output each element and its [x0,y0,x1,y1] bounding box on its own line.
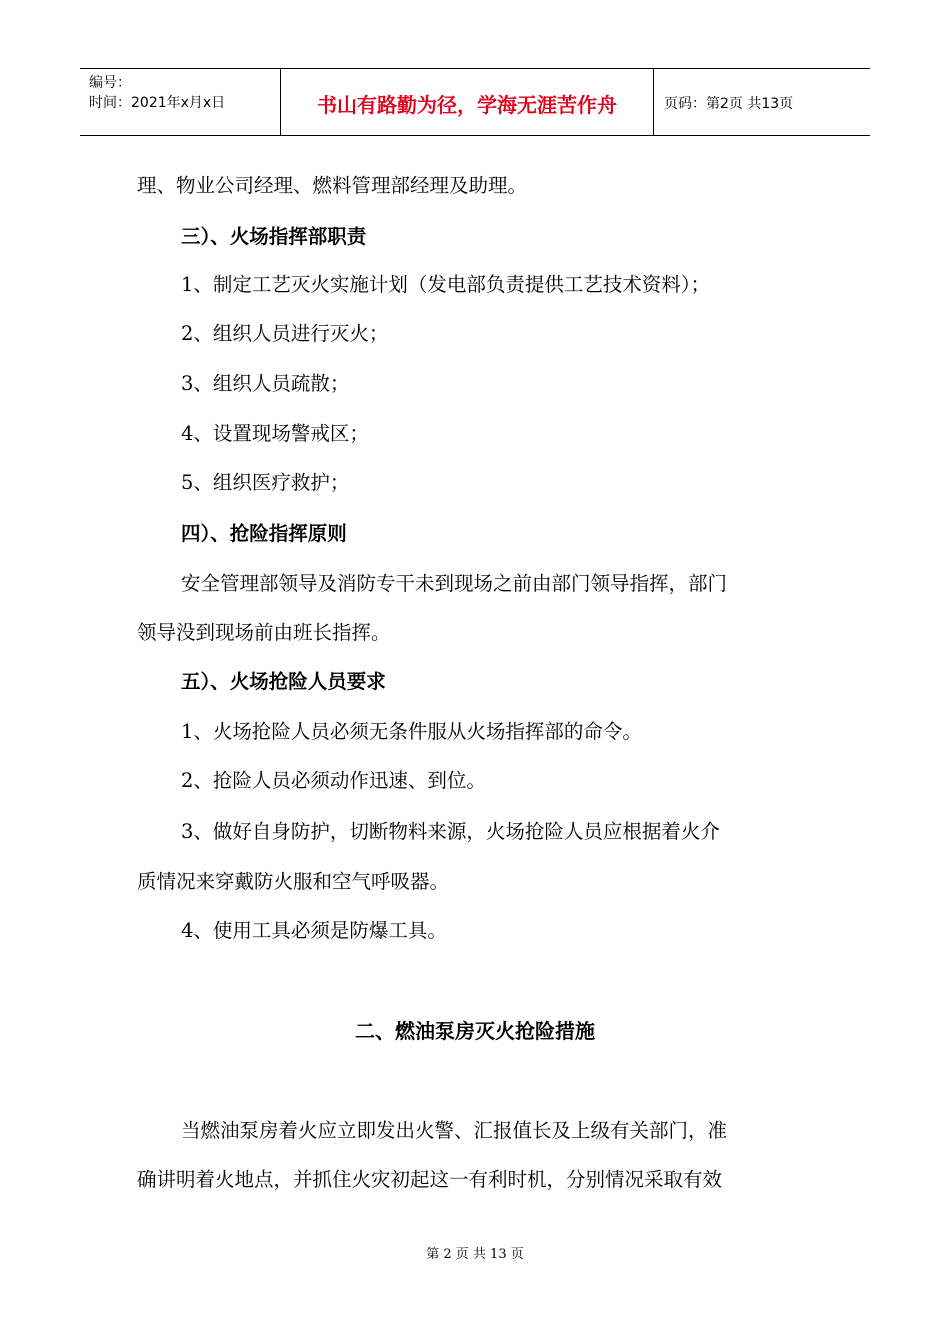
paragraph-line: 当燃油泵房着火应立即发出火警、汇报值长及上级有关部门，准 [181,1119,728,1142]
list-item: 5、组织医疗救护； [181,471,350,494]
list-item: 4、使用工具必须是防爆工具。 [181,919,447,942]
document-number-label: 编号： [89,75,131,91]
section-heading-3: 三）、火场指挥部职责 [181,225,367,248]
list-item: 3、做好自身防护，切断物料来源，火场抢险人员应根据着火介 [181,820,720,843]
paragraph-line: 确讲明着火地点，并抓住火灾初起这一有利时机，分别情况采取有效 [137,1168,723,1191]
list-item: 1、火场抢险人员必须无条件服从火场指挥部的命令。 [181,720,642,743]
header-meta [80,69,281,135]
section-heading-5: 五）、火场抢险人员要求 [181,670,386,693]
paragraph-continuation: 理、物业公司经理、燃料管理部经理及助理。 [137,174,528,197]
list-item: 2、组织人员进行灭火； [181,322,389,345]
paragraph-line: 质情况来穿戴防火服和空气呼吸器。 [137,870,450,893]
paragraph-line: 领导没到现场前由班长指挥。 [137,621,391,644]
list-item: 4、设置现场警戒区； [181,422,369,445]
paragraph-line: 安全管理部领导及消防专干未到现场之前由部门领导指挥，部门 [181,572,728,595]
header-motto: 书山有路勤为径，学海无涯苦作舟 [281,69,654,135]
page-footer: 第 2 页 共 13 页 [426,1247,524,1262]
list-item: 2、抢险人员必须动作迅速、到位。 [181,769,486,792]
section-heading-4: 四）、抢险指挥原则 [181,522,347,545]
list-item: 3、组织人员疏散； [181,372,350,395]
header-page-info: 页码：第2页 共13页 [664,96,794,112]
chapter-title: 二、燃油泵房灭火抢险措施 [355,1019,595,1043]
document-header [80,68,870,136]
list-item: 1、制定工艺灭火实施计划（发电部负责提供工艺技术资料）； [181,273,711,296]
document-date: 时间：2021年x月x日 [89,95,226,111]
